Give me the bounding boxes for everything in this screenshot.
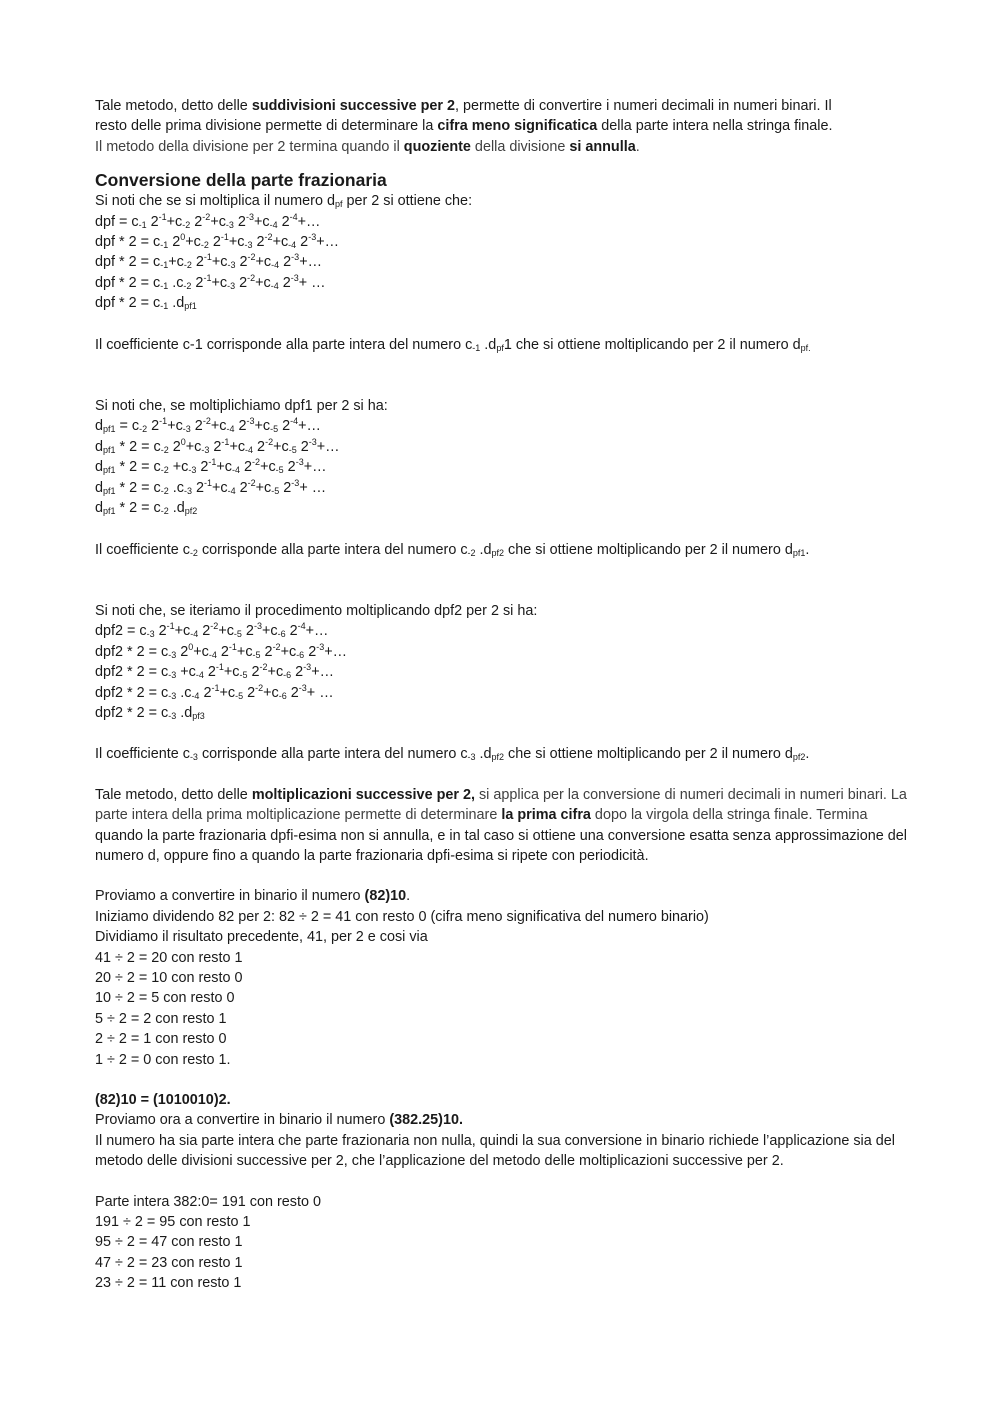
- coefficient-note: Il coefficiente $c_{-3}$ corrisponde alla parte intera del numero $c_{-3}$ $.d_{pf2}$ che si ottiene moltiplicando per 2 il numero $d_{pf2}$.: [95, 746, 810, 763]
- fraction-note: [95, 191, 915, 211]
- example-text: Proviamo a convertire in binario il numero: [95, 888, 365, 905]
- note-subscript: pf: [334, 199, 343, 210]
- formula-line: $dpf2 * 2 = c_{-3} +c_{-4}$ $2^{-1}+c_{-5}$ $2^{-2}+c_{-6}$ $2^{-3}+\dots$: [95, 662, 334, 681]
- division-step: 2 ÷ 2 = 1 con resto 0: [95, 1031, 227, 1048]
- example-number: (382.25)10.: [389, 1112, 463, 1129]
- intro-text: Il metodo della divisione per 2 termina quando il: [95, 138, 404, 155]
- formula-line: $d_{pf1} * 2 = c_{-2}$ $.c_{-3}$ $2^{-1}+c_{-4}$ $2^{-2}+c_{-5}$ $2^{-3}+$ …: [95, 477, 327, 496]
- formula-line: dpf * $2 = c_{-1}$ $2^0+c_{-2}$ $2^{-1}+c_{-3}$ $2^{-2}+c_{-4}$ $2^{-3}+\dots$: [95, 232, 340, 251]
- formula-line: $d_{pf1} * 2 = c_{-2}$ $2^0+c_{-3}$ $2^{-1}+c_{-4}$ $2^{-2}+c_{-5}$ $2^{-3}+\dots$: [95, 436, 340, 455]
- coef-text: 1 che si ottiene moltiplicando per 2 il numero d: [503, 336, 801, 353]
- formula-line: dpf = $c_{-1}$ $2^{-1}+c_{-2}$ $2^{-2}+c_{-3}$ $2^{-3}+c_{-4}$ $2^{-4}+\dots$: [95, 211, 321, 230]
- block3-intro: Si noti che, se iteriamo il procedimento moltiplicando dpf2 per 2 si ha:: [95, 602, 538, 619]
- formula-line: dpf * $2 = c_{-1}$ $.d_{pf1}$: [95, 295, 197, 312]
- block2-intro: Si noti che, se moltiplichiamo dpf1 per 2 si ha:: [95, 398, 388, 415]
- method-text: quando la parte frazionaria dpfi-esima non si annulla, e in tal caso si ottiene una conversione esatta senza approssimazione del numero d, oppure fino a quando la parte frazionaria dpfi-esima si ripete con periodicità.: [95, 827, 907, 864]
- example1-intro: [95, 886, 915, 906]
- formula-line: $d_{pf1} * 2 = c_{-2}$ $.d_{pf2}$: [95, 500, 198, 517]
- coef-text: corrisponde alla parte intera del numero c: [197, 746, 468, 763]
- formula-line: dpf * $2 = c_{-1}$ $.c_{-2}$ $2^{-1}+c_{-3}$ $2^{-2}+c_{-4}$ $2^{-3}+$ …: [95, 272, 326, 291]
- coef-text: .d: [480, 336, 497, 353]
- coef-text: .: [805, 746, 810, 763]
- formula-line: $dpf2 * 2 = c_{-3}$ $2^0+c_{-4}$ $2^{-1}+c_{-5}$ $2^{-2}+c_{-6}$ $2^{-3}+\dots$: [95, 641, 348, 660]
- division-step: 10 ÷ 2 = 5 con resto 0: [95, 990, 235, 1007]
- example-number: (82)10: [364, 888, 407, 905]
- division-step: Parte intera 382:0= 191 con resto 0: [95, 1193, 322, 1210]
- method-paragraph: [95, 785, 915, 867]
- method-bold-term: moltiplicazioni successive per 2,: [251, 786, 475, 803]
- example2-intro: [95, 1110, 915, 1130]
- division-step: 23 ÷ 2 = 11 con resto 1: [95, 1275, 242, 1292]
- coef-text: che si ottiene moltiplicando per 2 il numero d: [504, 541, 793, 558]
- result-text: (82)10 = (1010010)2.: [95, 1092, 231, 1109]
- example1-line: Iniziamo dividendo 82 per 2: 82 ÷ 2 = 41 con resto 0 (cifra meno significativa del numero binario): [95, 908, 709, 925]
- intro-bold-term: cifra meno significatica: [437, 118, 598, 135]
- division-step: 191 ÷ 2 = 95 con resto 1: [95, 1214, 251, 1231]
- intro-text: della divisione: [470, 138, 570, 155]
- formula-line: $dpf2 * 2 = c_{-3}$ $.c_{-4}$ $2^{-1}+c_{-5}$ $2^{-2}+c_{-6}$ $2^{-3}+$ …: [95, 682, 334, 701]
- formula-line: $d_{pf1} * 2 = c_{-2} +c_{-3}$ $2^{-1}+c_{-4}$ $2^{-2}+c_{-5}$ $2^{-3}+\dots$: [95, 457, 327, 476]
- example1-result: [95, 1090, 915, 1110]
- example-text: Proviamo ora a convertire in binario il numero: [95, 1112, 390, 1129]
- intro-bold-term: suddivisioni successive per 2: [251, 98, 455, 114]
- coef-subscript: pf.: [800, 342, 811, 353]
- coef-text: .: [805, 541, 810, 558]
- division-step: 47 ÷ 2 = 23 con resto 1: [95, 1254, 243, 1271]
- document-page: [95, 96, 915, 1294]
- method-text: dopo la virgola della stringa finale. Termina: [590, 807, 868, 824]
- note-text: Si noti che se si moltiplica il numero d: [95, 193, 335, 210]
- intro-bold-term: quoziente: [403, 138, 471, 155]
- coef-text: che si ottiene moltiplicando per 2 il numero d: [504, 746, 793, 763]
- example-text: .: [406, 888, 411, 905]
- coef-text: Il coefficiente c-1 corrisponde alla parte intera del numero c: [95, 336, 473, 353]
- coef-text: corrisponde alla parte intera del numero c: [197, 541, 468, 558]
- intro-text: .: [635, 138, 640, 155]
- example2-desc: Il numero ha sia parte intera che parte frazionaria non nulla, quindi la sua conversione in binario richiede l’applicazione sia del metodo delle divisioni successive per 2, che l’applicazione del metodo delle moltiplicazioni successive per 2.: [95, 1132, 895, 1170]
- division-step: 5 ÷ 2 = 2 con resto 1: [95, 1010, 227, 1027]
- coefficient-note: Il coefficiente $c_{-2}$ corrisponde alla parte intera del numero $c_{-2}$ $.d_{pf2}$ che si ottiene moltiplicando per 2 il numero $d_{pf1}$.: [95, 541, 810, 558]
- formula-line: $dpf2 * 2 = c_{-3}$ $.d_{pf3}$: [95, 704, 205, 721]
- formula-line: $dpf2 = c_{-3}$ $2^{-1}+c_{-4}$ $2^{-2}+c_{-5}$ $2^{-3}+c_{-6}$ $2^{-4}+\dots$: [95, 621, 329, 640]
- coef-text: Il coefficiente c: [95, 746, 190, 763]
- intro-text: , permette di convertire i numeri decimali in numeri binari. Il: [454, 98, 832, 114]
- coefficient-note: Il coefficiente c-1 corrisponde alla parte intera del numero $c_{-1}$ $.d_{pf}1$ che si ottiene moltiplicando per 2 il numero $d_{pf.}$: [95, 336, 811, 353]
- division-step: 95 ÷ 2 = 47 con resto 1: [95, 1234, 243, 1251]
- intro-text: resto delle prima divisione permette di determinare la: [95, 118, 438, 135]
- method-text: Tale metodo, detto delle: [95, 786, 252, 803]
- division-step: 20 ÷ 2 = 10 con resto 0: [95, 970, 243, 986]
- intro-bold-term: si annulla: [569, 138, 636, 155]
- formula-line: $d_{pf1} = c_{-2}$ $2^{-1}+c_{-3}$ $2^{-2}+c_{-4}$ $2^{-3}+c_{-5}$ $2^{-4}+\dots$: [95, 416, 321, 435]
- section-heading: Conversione della parte frazionaria: [95, 170, 387, 191]
- intro-text: Tale metodo, detto delle: [95, 98, 252, 114]
- method-bold-term: la prima cifra: [501, 807, 591, 824]
- division-step: 1 ÷ 2 = 0 con resto 1.: [95, 1051, 231, 1068]
- note-text: per 2 si ottiene che:: [342, 193, 473, 210]
- method-text: si applica per la conversione di numeri decimali in numeri binari. La parte intera della prima moltiplicazione permette di determinare: [95, 786, 907, 824]
- formula-line: dpf * $2 = c_{-1}+c_{-2}$ $2^{-1}+c_{-3}$ $2^{-2}+c_{-4}$ $2^{-3}+\dots$: [95, 252, 322, 271]
- intro-text: della parte intera nella stringa finale.: [597, 118, 833, 135]
- example1-line: Dividiamo il risultato precedente, 41, per 2 e cosi via: [95, 929, 428, 946]
- division-step: 41 ÷ 2 = 20 con resto 1: [95, 949, 243, 966]
- intro-paragraph: [95, 96, 915, 157]
- coef-text: Il coefficiente c: [95, 541, 190, 558]
